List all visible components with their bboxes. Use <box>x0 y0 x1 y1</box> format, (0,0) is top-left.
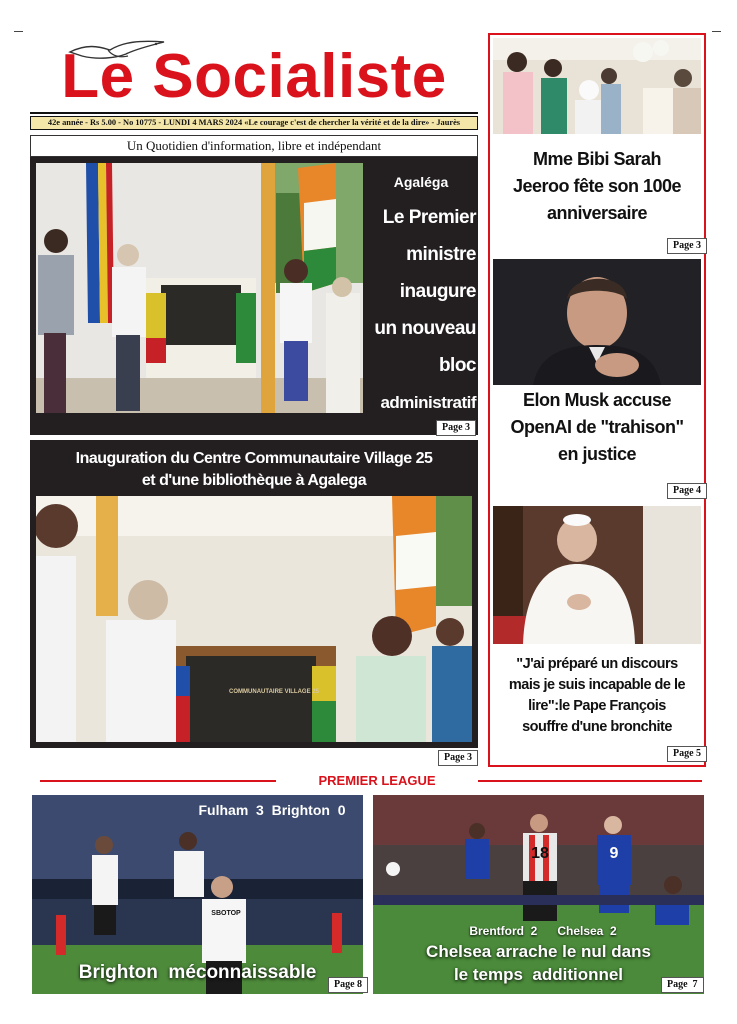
section-rule-left <box>40 780 276 782</box>
second-story[interactable] <box>30 440 478 763</box>
lead-headline-line: un nouveau <box>374 318 476 339</box>
title-rule <box>30 112 478 114</box>
tagline: Un Quotidien d'information, libre et indépendant <box>126 138 382 153</box>
second-headline-line: Inauguration du Centre Communautaire Village 25 <box>75 450 433 467</box>
chelsea-score: Brentford 2 Chelsea 2 <box>469 924 617 938</box>
section-rule-right <box>478 780 702 782</box>
second-photo <box>36 496 472 742</box>
centenarian-headline-line: anniversaire <box>546 203 648 223</box>
musk-page-ref[interactable]: Page 4 <box>667 483 707 499</box>
fulham-score: Fulham 3 Brighton 0 <box>198 802 346 818</box>
musk-headline-line: OpenAI de "trahison" <box>510 417 684 437</box>
musk-photo <box>493 259 701 385</box>
fulham-headline: Brighton méconnaissable <box>78 962 317 983</box>
centenarian-headline <box>493 146 701 227</box>
chelsea-page-ref[interactable]: Page 7 <box>661 977 704 993</box>
centenarian-page-ref[interactable]: Page 3 <box>667 238 707 254</box>
second-headline <box>30 448 478 492</box>
lead-headline[interactable] <box>366 199 476 421</box>
centenarian-headline-line: Mme Bibi Sarah <box>532 149 662 169</box>
pope-headline <box>493 654 701 738</box>
chelsea-headline-line: Chelsea arrache le nul dans <box>426 942 651 961</box>
crop-mark <box>14 31 23 32</box>
fulham-jersey-sponsor: SBOTOP <box>211 910 241 917</box>
sidebar-story-centenarian[interactable] <box>493 38 701 256</box>
lead-story[interactable] <box>30 157 478 435</box>
chelsea-headline-line: le temps additionnel <box>453 965 624 984</box>
pope-headline-line: "J'ai préparé un discours <box>516 656 678 672</box>
sports-story-chelsea[interactable] <box>373 795 704 994</box>
sports-story-fulham[interactable] <box>32 795 363 994</box>
lead-headline-line: administratif <box>380 393 476 412</box>
plaque-inscription: COMMUNAUTAIRE VILLAGE 25 <box>229 689 319 695</box>
chelsea-jersey-number-right: 9 <box>609 845 619 862</box>
section-label: PREMIER LEAGUE <box>318 773 436 788</box>
pope-photo <box>493 506 701 644</box>
sidebar-story-pope[interactable] <box>493 506 701 762</box>
lead-kicker: Agaléga <box>393 174 449 190</box>
newspaper-title: Le Socialiste <box>61 42 447 111</box>
lead-photo <box>36 163 363 413</box>
lead-page-ref[interactable]: Page 3 <box>436 420 476 436</box>
tagline-box <box>30 135 478 157</box>
lead-headline-line: Le Premier <box>382 207 476 228</box>
centenarian-headline-line: Jeeroo fête son 100e <box>512 176 682 196</box>
musk-headline-line: Elon Musk accuse <box>522 390 672 410</box>
chelsea-headline <box>373 940 704 986</box>
musk-headline-line: en justice <box>557 444 637 464</box>
second-headline-line: et d'une bibliothèque à Agalega <box>141 472 367 489</box>
crop-mark <box>712 31 721 32</box>
chelsea-jersey-number-left: 18 <box>531 845 549 862</box>
pope-headline-line: mais je suis incapable de le <box>508 677 686 693</box>
masthead <box>30 36 478 160</box>
centenarian-photo <box>493 38 701 134</box>
pope-headline-line: lire":le Pape François <box>528 698 666 714</box>
lead-headline-line: ministre <box>406 244 476 265</box>
musk-headline <box>493 387 701 468</box>
sidebar-story-musk[interactable] <box>493 259 701 499</box>
lead-headline-line: bloc <box>438 355 476 376</box>
second-page-ref[interactable]: Page 3 <box>438 750 478 766</box>
fulham-page-ref[interactable]: Page 8 <box>328 977 368 993</box>
edition-info-bar <box>30 116 478 130</box>
pope-headline-line: souffre d'une bronchite <box>522 719 672 735</box>
edition-info-text: 42e année - Rs 5.00 - No 10775 - LUNDI 4 MARS 2024 «Le courage c'est de chercher la vérité et de la dire» - Jaurès <box>47 118 461 127</box>
pope-page-ref[interactable]: Page 5 <box>667 746 707 762</box>
lead-headline-line: inaugure <box>399 281 476 302</box>
